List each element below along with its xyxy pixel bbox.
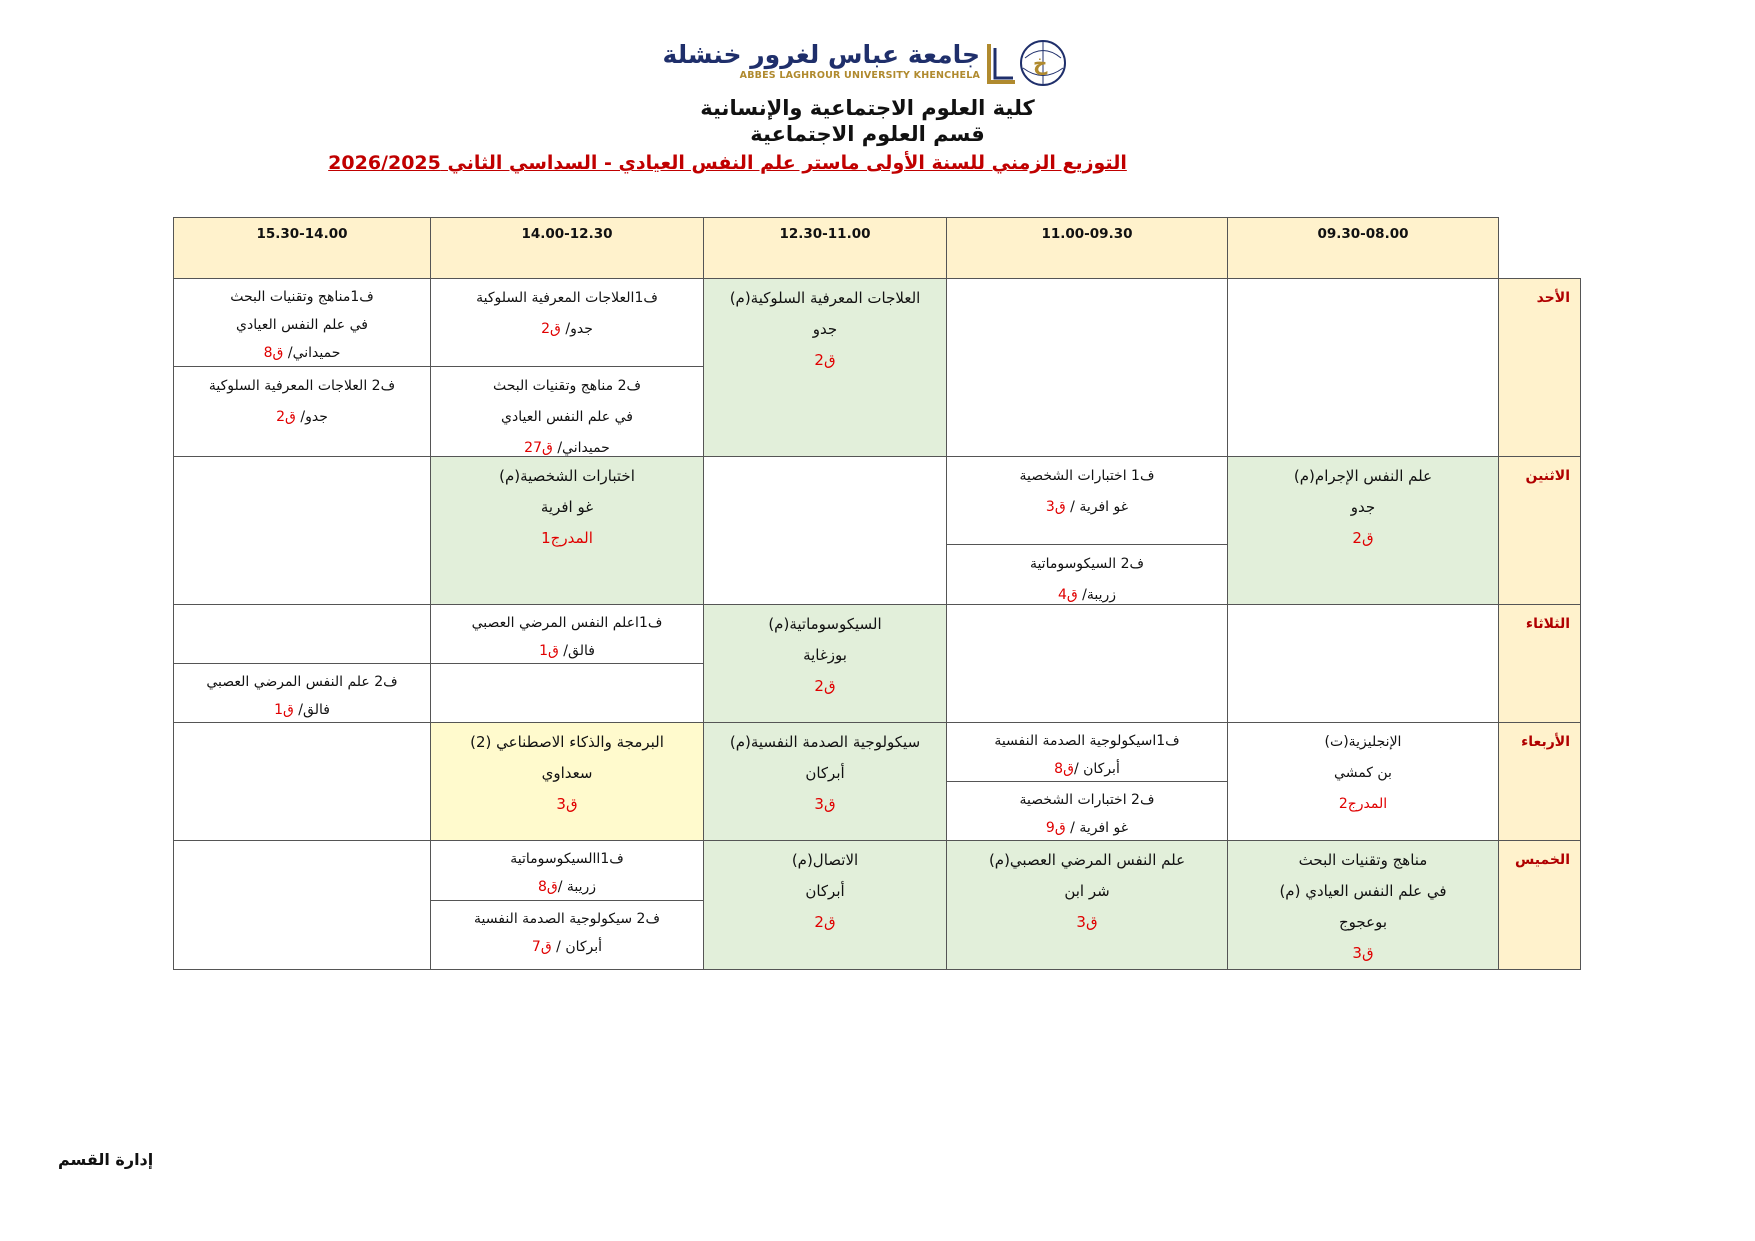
cell-tue-1230-group1 [430, 604, 704, 664]
room-label: ق3 [556, 795, 578, 813]
faculty-name: كلية العلوم الاجتماعية والإنسانية [700, 96, 1035, 120]
teacher-name: أبركان / [551, 939, 603, 955]
page-title: التوزيع الزمني للسنة الأولى ماستر علم النفس العيادي - السداسي الثاني 2026/2025 [328, 152, 1127, 174]
course-name: علم النفس الإجرام(م) [1293, 467, 1433, 485]
room-label: ق2 [1352, 529, 1374, 547]
course-name-continued: في علم النفس العيادي (م) [1279, 882, 1447, 900]
course-name: ف1االسيكوسوماتية [510, 851, 624, 867]
cell-tue-1400-group1-empty [173, 604, 431, 664]
room-label: ق3 [1045, 499, 1066, 515]
course-name: الاتصال(م) [791, 851, 859, 869]
day-monday: الاثنين [1498, 456, 1581, 605]
header-slot-1: 09.30-08.00 [1227, 217, 1499, 279]
university-name-arabic: جامعة عباس لغرور خنشلة [662, 40, 980, 69]
course-name: ف2 السيكوسوماتية [1029, 556, 1145, 572]
svg-text:خ: خ [1033, 51, 1048, 75]
cell-wed-0930-group2 [946, 781, 1228, 841]
teacher-name: فالق/ [293, 702, 330, 718]
cell-sun-1230-group2 [430, 366, 704, 457]
room-label: ق2 [276, 409, 296, 425]
room-label: ق2 [814, 913, 836, 931]
cell-mon-0930-group1 [946, 456, 1228, 545]
cell-thu-1230-group1 [430, 840, 704, 901]
cell-sun-1400-group1 [173, 278, 431, 367]
cell-wed-0930-group1 [946, 722, 1228, 782]
teacher-name: جدو [1350, 498, 1376, 516]
cell-sun-1230-group1 [430, 278, 704, 367]
room-label: ق1 [539, 643, 559, 659]
room-label: ق8 [263, 345, 284, 361]
teacher-name: بن كمشي [1334, 765, 1392, 781]
day-sunday: الأحد [1498, 278, 1581, 457]
teacher-name: حميداني/ [552, 440, 610, 456]
cell-tue-0800-empty [1227, 604, 1499, 723]
teacher-name: زريبة/ [1077, 587, 1117, 603]
teacher-name: حميداني/ [283, 345, 341, 361]
cell-wed-1100 [703, 722, 947, 841]
cell-sun-1100 [703, 278, 947, 457]
teacher-name: غو افرية / [1065, 820, 1129, 836]
cell-sun-1400-group2 [173, 366, 431, 457]
course-name: ف1 اختبارات الشخصية [1019, 468, 1155, 484]
teacher-name: جدو/ [295, 409, 328, 425]
course-name: ف2 اختبارات الشخصية [1019, 792, 1155, 808]
cell-tue-1230-group2-empty [430, 663, 704, 723]
teacher-name: سعداوي [541, 764, 593, 782]
course-name: ف1اسيكولوجية الصدمة النفسية [994, 733, 1180, 749]
course-name: الإنجليزية(ت) [1324, 734, 1402, 750]
cell-wed-0800 [1227, 722, 1499, 841]
course-name: العلاجات المعرفية السلوكية(م) [729, 289, 921, 307]
room-label: ق2 [814, 351, 836, 369]
day-thursday: الخميس [1498, 840, 1581, 970]
teacher-name: جدو [812, 320, 838, 338]
room-label: ق27 [524, 440, 553, 456]
room-label: ق8 [537, 879, 558, 895]
university-logo [662, 38, 1075, 88]
teacher-name: أبركان / [1073, 761, 1120, 777]
teacher-name: بوعجوج [1339, 913, 1387, 931]
course-name: ف1العلاجات المعرفية السلوكية [476, 290, 658, 306]
room-label: ق3 [1352, 944, 1374, 962]
header-slot-4: 14.00-12.30 [430, 217, 704, 279]
teacher-name: جدو/ [560, 321, 593, 337]
cell-thu-0930 [946, 840, 1228, 970]
header-slot-2: 11.00-09.30 [946, 217, 1228, 279]
cell-tue-1400-group2 [173, 663, 431, 723]
cell-thu-1100 [703, 840, 947, 970]
course-name-continued: في علم النفس العيادي [501, 409, 633, 425]
teacher-name: زريبة / [557, 879, 597, 895]
course-name: السيكوسوماتية(م) [768, 615, 882, 633]
cell-tue-1100 [703, 604, 947, 723]
room-label: ق3 [1076, 913, 1098, 931]
room-label: ق8 [1054, 761, 1074, 777]
room-label: ق2 [541, 321, 561, 337]
cell-mon-1230 [430, 456, 704, 605]
course-name: ف2 العلاجات المعرفية السلوكية [208, 378, 396, 394]
course-name: ف1مناهج وتقنيات البحث [230, 289, 374, 305]
teacher-name: غو افرية [540, 498, 594, 516]
teacher-name: أبركان [805, 882, 845, 900]
room-label: ق1 [274, 702, 294, 718]
teacher-name: أبركان [805, 764, 845, 782]
room-label: ق4 [1057, 587, 1078, 603]
course-name-continued: في علم النفس العيادي [236, 317, 368, 333]
header-slot-5: 15.30-14.00 [173, 217, 431, 279]
cell-wed-1400-empty [173, 722, 431, 841]
cell-mon-1400-empty [173, 456, 431, 605]
cell-sun-0800-empty [1227, 278, 1499, 457]
room-label: ق9 [1045, 820, 1066, 836]
cell-mon-0930-group2 [946, 544, 1228, 605]
department-name: قسم العلوم الاجتماعية [750, 122, 985, 146]
course-name: ف2 سيكولوجية الصدمة النفسية [474, 911, 660, 927]
course-name: ف2 مناهج وتقنيات البحث [493, 378, 641, 394]
course-name: ف2 علم النفس المرضي العصبي [206, 674, 398, 690]
cell-thu-1230-group2 [430, 900, 704, 970]
cell-sun-0930-empty [946, 278, 1228, 457]
header-slot-3: 12.30-11.00 [703, 217, 947, 279]
room-label: ق2 [814, 677, 836, 695]
course-name: علم النفس المرضي العصبي(م) [988, 851, 1186, 869]
teacher-name: فالق/ [558, 643, 595, 659]
room-label: المدرج1 [541, 529, 593, 547]
cell-wed-1230 [430, 722, 704, 841]
course-name: مناهج وتقنيات البحث [1298, 851, 1428, 869]
teacher-name: بوزغاية [803, 646, 847, 664]
course-name: البرمجة والذكاء الاصطناعي (2) [470, 733, 664, 751]
teacher-name: غو افرية / [1065, 499, 1129, 515]
room-label: ق7 [531, 939, 552, 955]
cell-mon-1100-empty [703, 456, 947, 605]
university-emblem-icon [985, 38, 1075, 88]
course-name: ف1اعلم النفس المرضي العصبي [471, 615, 663, 631]
teacher-name: شر ابن [1064, 882, 1110, 900]
cell-thu-1400-empty [173, 840, 431, 970]
cell-thu-0800 [1227, 840, 1499, 970]
course-name: اختبارات الشخصية(م) [499, 467, 635, 485]
cell-tue-0930-empty [946, 604, 1228, 723]
department-signature: إدارة القسم [58, 1150, 154, 1169]
day-tuesday: الثلاثاء [1498, 604, 1581, 723]
course-name: سيكولوجية الصدمة النفسية(م) [729, 733, 921, 751]
room-label: ق3 [814, 795, 836, 813]
cell-mon-0800 [1227, 456, 1499, 605]
university-name-english: ABBES LAGHROUR UNIVERSITY KHENCHELA [739, 70, 980, 81]
room-label: المدرج2 [1338, 796, 1388, 812]
day-wednesday: الأربعاء [1498, 722, 1581, 841]
